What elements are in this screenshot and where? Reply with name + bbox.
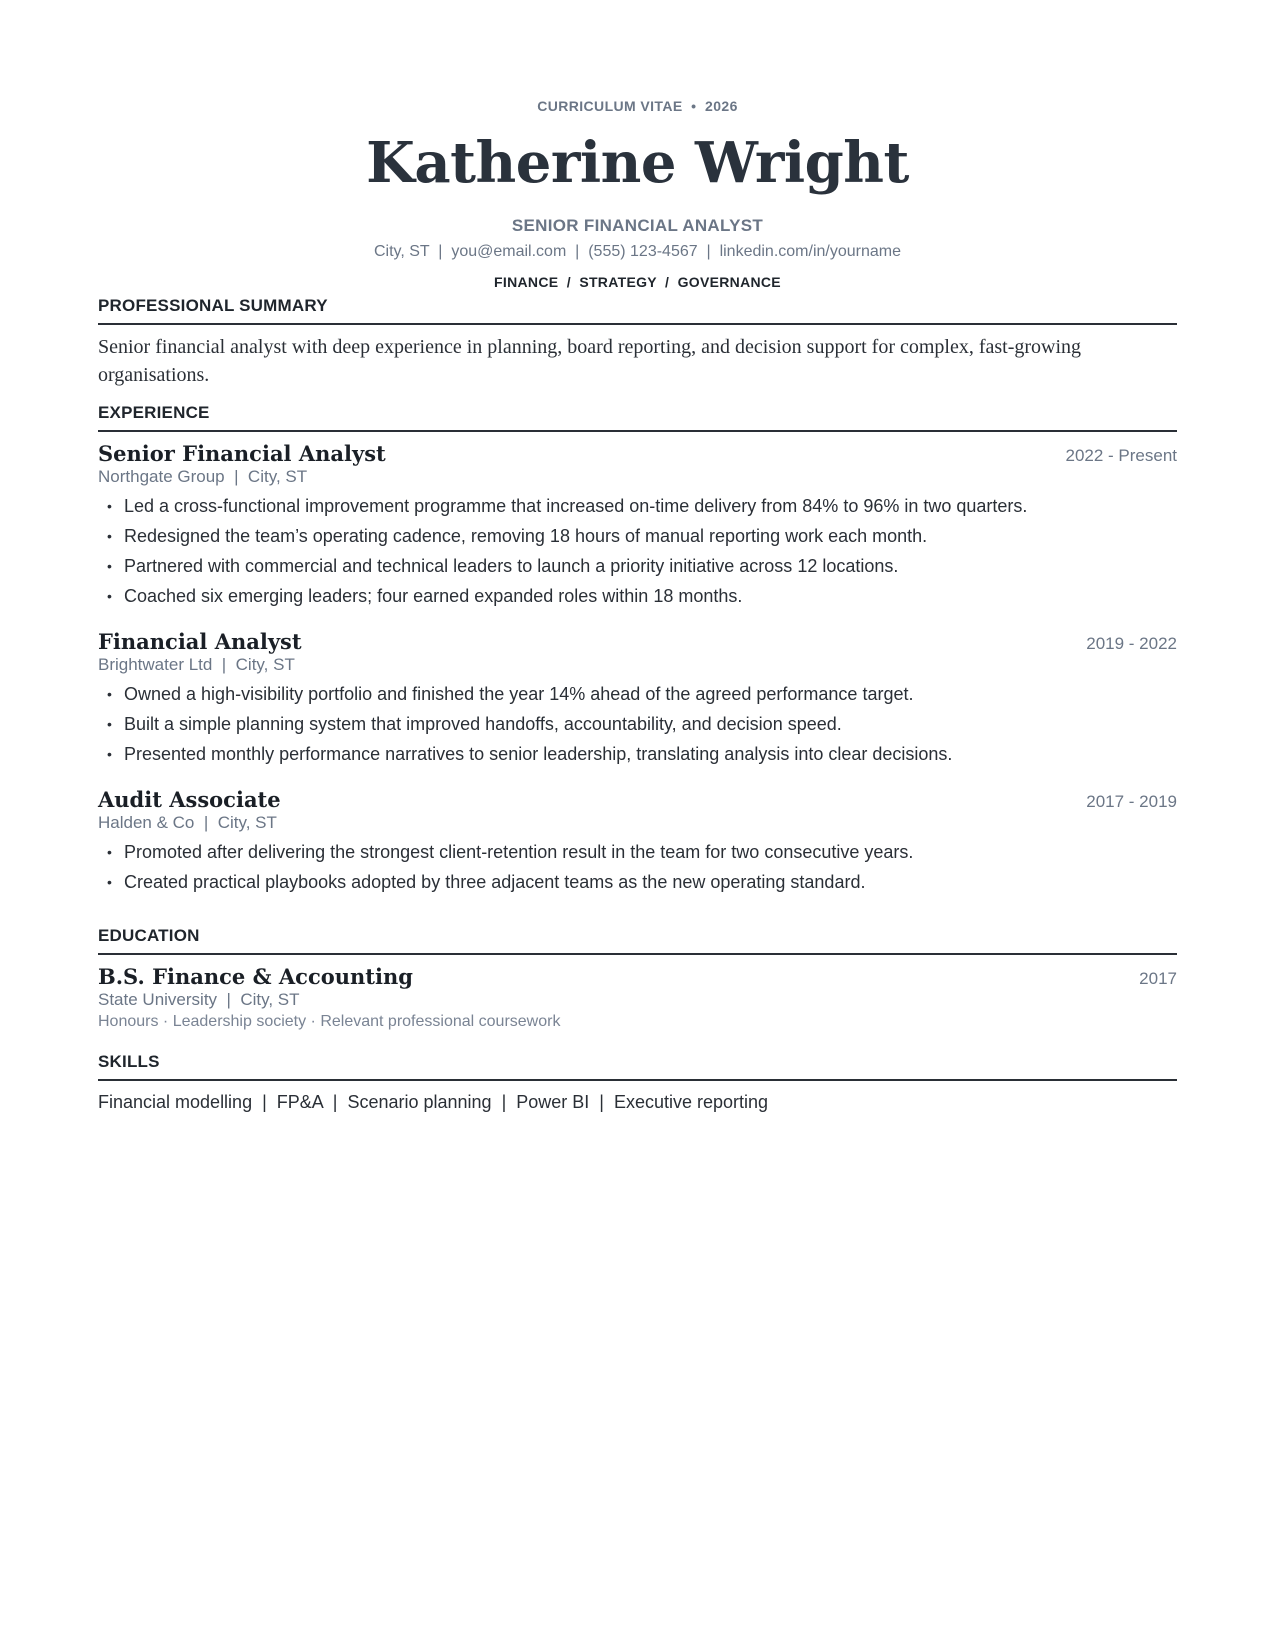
degree-title: B.S. Finance & Accounting <box>98 964 413 989</box>
list-item: • Led a cross-functional improvement programme that increased on-time delivery from 84% to 96% in two quarters. <box>107 496 1028 516</box>
job-entry <box>98 441 1177 611</box>
school-name: State University | City, ST <box>98 990 300 1009</box>
education-section <box>98 926 1177 1031</box>
list-item: • Redesigned the team’s operating cadence, removing 18 hours of manual reporting work each month. <box>107 526 928 546</box>
list-item: • Owned a high-visibility portfolio and finished the year 14% ahead of the agreed performance target. <box>107 684 914 704</box>
section-title: EXPERIENCE <box>98 403 1177 432</box>
job-organisation: Brightwater Ltd | City, ST <box>98 655 295 674</box>
graduation-year: 2017 <box>1139 969 1177 988</box>
list-item: • Partnered with commercial and technical leaders to launch a priority initiative across 12 locations. <box>107 556 899 576</box>
job-dates: 2019 - 2022 <box>1086 634 1177 653</box>
job-organisation: Halden & Co | City, ST <box>98 813 277 832</box>
candidate-role: SENIOR FINANCIAL ANALYST <box>511 216 764 235</box>
skills-section <box>98 1052 1177 1113</box>
job-title: Financial Analyst <box>98 629 302 654</box>
list-item: • Promoted after delivering the strongest client-retention result in the team for two consecutive years. <box>107 842 914 862</box>
section-title: PROFESSIONAL SUMMARY <box>98 296 1177 325</box>
job-dates: 2017 - 2019 <box>1086 792 1177 811</box>
job-entry <box>98 629 1177 769</box>
job-bullets <box>98 837 1177 897</box>
contact-line: City, ST | you@email.com | (555) 123-4567 | linkedin.com/in/yourname <box>373 243 901 260</box>
job-title: Senior Financial Analyst <box>98 441 386 466</box>
job-bullets <box>98 679 1177 769</box>
list-item: • Created practical playbooks adopted by three adjacent teams as the new operating standard. <box>107 872 866 892</box>
list-item: • Presented monthly performance narratives to senior leadership, translating analysis into clear decisions. <box>107 744 953 764</box>
job-bullets <box>98 491 1177 611</box>
job-dates: 2022 - Present <box>1065 446 1177 465</box>
document-eyebrow: CURRICULUM VITAE • 2026 <box>537 98 738 114</box>
education-notes: Honours · Leadership society · Relevant professional coursework <box>98 1013 561 1030</box>
summary-text: Senior financial analyst with deep experience in planning, board reporting, and decision support for complex, fast-growing organisations. <box>98 336 1082 386</box>
job-organisation: Northgate Group | City, ST <box>98 467 308 486</box>
summary-section <box>98 296 1177 389</box>
candidate-name: Katherine Wright <box>366 130 909 196</box>
job-title: Audit Associate <box>98 787 281 812</box>
section-title: SKILLS <box>98 1052 1177 1081</box>
list-item: • Coached six emerging leaders; four earned expanded roles within 18 months. <box>107 586 743 606</box>
experience-section <box>98 403 1177 897</box>
job-entry <box>98 787 1177 897</box>
skills-list: Financial modelling | FP&A | Scenario planning | Power BI | Executive reporting <box>98 1092 769 1112</box>
education-entry <box>98 964 1177 1031</box>
list-item: • Built a simple planning system that improved handoffs, accountability, and decision speed. <box>107 714 842 734</box>
focus-areas: FINANCE / STRATEGY / GOVERNANCE <box>494 274 781 290</box>
section-title: EDUCATION <box>98 926 1177 955</box>
